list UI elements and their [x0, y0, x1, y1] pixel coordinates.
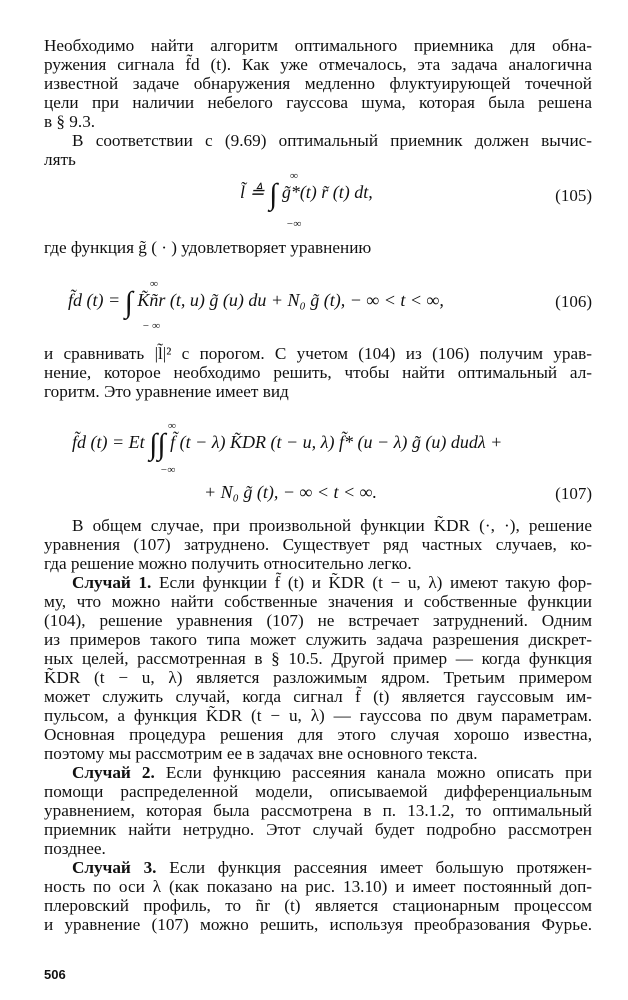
integral-sign: ∫	[124, 286, 133, 319]
text-line: нение, которое необходимо решить, чтобы найти оптимальный ал-	[44, 363, 592, 382]
text-line: горитм. Это уравнение имеет вид	[44, 382, 289, 401]
equation-lhs: f̃d (t) =	[68, 290, 121, 310]
text-line: Если функция рассеяния имеет большую протяжен-	[156, 858, 593, 877]
integral-lower-limit: −∞	[160, 464, 176, 476]
text-line: В соответствии с (9.69) оптимальный приемник должен вычис-	[72, 131, 592, 150]
text-line: В общем случае, при произвольной функции K̃DR (·, ·), решение	[72, 516, 592, 535]
text-line: уравнением, которая была рассмотрена в п. 13.1.2, то оптимальный	[44, 801, 592, 820]
text-line: Если функции f̃ (t) и K̃DR (t − u, λ) имеют такую фор-	[151, 573, 592, 592]
equation-107-line2: + N₀ g̃ (t), − ∞ < t < ∞.	[204, 482, 378, 502]
equation-number: (105)	[555, 186, 592, 205]
equation-105	[240, 178, 373, 212]
case-1-first-line	[44, 573, 592, 592]
text-line: цели при наличии небелого гауссова шума, которая была решена	[44, 93, 592, 112]
text-line: позднее.	[44, 839, 106, 858]
case-label: Случай 3.	[72, 858, 157, 877]
case-3-first-line	[44, 858, 592, 877]
equation-107	[72, 428, 502, 462]
equation-106	[68, 286, 444, 320]
text-line: может служить случай, когда сигнал f̃ (t) является гауссовым им-	[44, 687, 592, 706]
text-line: в § 9.3.	[44, 112, 96, 131]
text-line: поэтому мы рассмотрим ее в задачах вне основного текста.	[44, 744, 478, 763]
case-label: Случай 1.	[72, 573, 152, 592]
text-line: помощи распределенной модели, описываемой дифференциальным	[44, 782, 592, 801]
text-line: ность по оси λ (как показано на рис. 13.10) и имеет постоянный доп-	[44, 877, 592, 896]
text-line: ружения сигнала f̃d (t). Как уже отмечалось, эта задача аналогична	[44, 55, 592, 74]
integral-upper-limit: ∞	[168, 420, 176, 432]
equation-lhs: l̃ ≜	[240, 182, 265, 202]
text-line: плеровский профиль, то ñr (t) является стационарным процессом	[44, 896, 592, 915]
integral-upper-limit: ∞	[290, 170, 298, 182]
text-line: известной задаче обнаружения медленно флуктуирующей точечной	[44, 74, 592, 93]
text-line: Основная процедура решения для этого случая хорошо известна,	[44, 725, 592, 744]
text-line: Необходимо найти алгоритм оптимального приемника для обна-	[44, 36, 592, 55]
page-number: 506	[44, 967, 66, 982]
integral-upper-limit: ∞	[150, 278, 158, 290]
equation-body: g̃*(t) r̃ (t) dt,	[281, 182, 373, 202]
equation-body: f̃ (t − λ) K̃DR (t − u, λ) f̃* (u − λ) g̃ (u) dudλ +	[170, 432, 503, 452]
equation-number: (107)	[555, 484, 592, 503]
integral-lower-limit: −∞	[286, 218, 302, 230]
text-line: Если функцию рассеяния канала можно описать при	[154, 763, 592, 782]
text-line: и уравнение (107) можно решить, используя преобразования Фурье.	[44, 915, 592, 934]
text-line: и сравнивать |l̃|² с порогом. С учетом (104) из (106) получим урав-	[44, 344, 592, 363]
text-line: уравнения (107) затруднено. Существует ряд частных случаев, ко-	[44, 535, 592, 554]
equation-body: K̃ñr (t, u) g̃ (u) du + N₀ g̃ (t), − ∞ < t < ∞,	[137, 290, 444, 310]
paragraph-general	[44, 516, 592, 934]
text-line: лять	[44, 150, 76, 169]
text-line: гда решение можно получить относительно легко.	[44, 554, 412, 573]
integral-sign: ∫	[269, 178, 278, 211]
case-label: Случай 2.	[72, 763, 155, 782]
paragraph-compare	[44, 344, 592, 401]
text-line: K̃DR (t − u, λ) является разложимым ядром. Третьим примером	[44, 668, 592, 687]
integral-lower-limit: − ∞	[142, 320, 161, 332]
text-line: му, что можно найти собственные значения и собственные функции	[44, 592, 592, 611]
equation-number: (106)	[555, 292, 592, 311]
text-line: (104), решение уравнения (107) не встречает затруднений. Одним	[44, 611, 592, 630]
text-line: приемник найти нетрудно. Этот случай будет подробно рассмотрен	[44, 820, 592, 839]
paragraph-g	[44, 238, 592, 257]
text-line: пульсом, а функция K̃DR (t − u, λ) — гауссова по двум параметрам.	[44, 706, 592, 725]
text-line: ных целей, рассмотренная в § 10.5. Другой пример — когда функция	[44, 649, 592, 668]
text-line: где функция g̃ ( · ) удовлетворяет уравнению	[44, 238, 372, 257]
equation-lhs: f̃d (t) = Et	[72, 432, 145, 452]
paragraph-intro	[44, 36, 592, 169]
text-line: из примеров такого типа может служить задача разрешения дискрет-	[44, 630, 592, 649]
double-integral-sign: ∫∫	[149, 428, 166, 461]
case-2-first-line	[44, 763, 592, 782]
